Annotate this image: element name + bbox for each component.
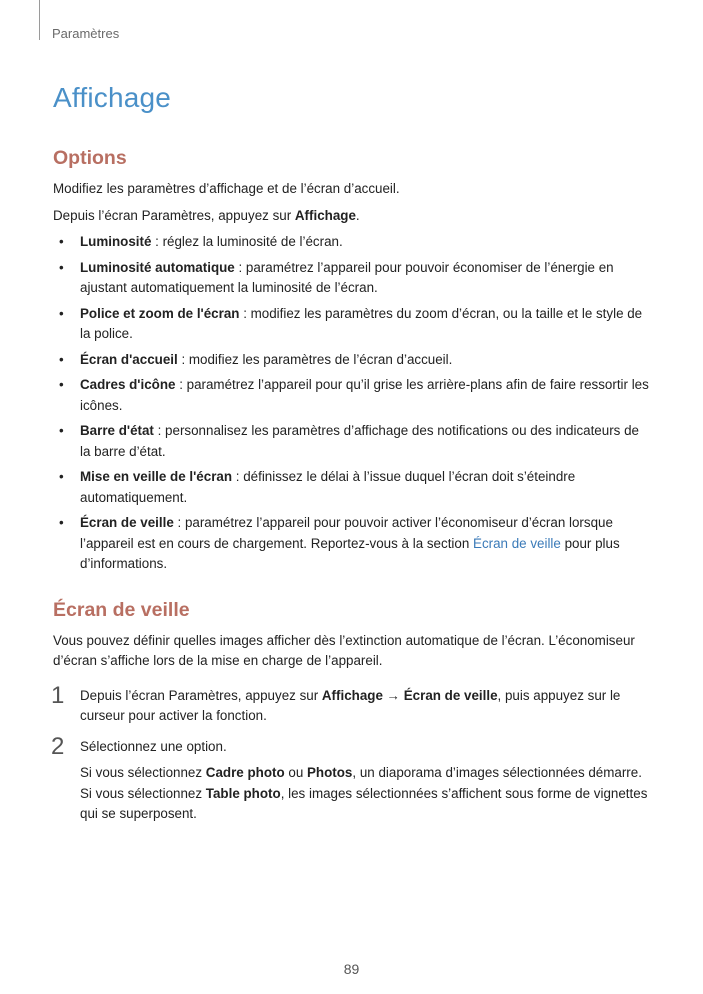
options-intro: Modifiez les paramètres d’affichage et de l’écran d’accueil. <box>53 181 400 196</box>
item-desc: : modifiez les paramètres du zoom d’écran, ou la taille et le style de la police. <box>80 305 643 341</box>
detail-text: , les images sélectionnées s’affichent sous forme de vignettes qui se superposent. <box>80 785 648 821</box>
options-instruction <box>53 206 653 227</box>
options-heading: Options <box>53 147 127 169</box>
section-header: Paramètres <box>52 26 120 41</box>
step-bold: Affichage <box>321 687 383 703</box>
instruction-suffix: . <box>355 207 360 223</box>
bullet-icon: • <box>59 305 64 321</box>
step-text: Sélectionnez une option. <box>80 738 227 754</box>
list-item <box>53 232 653 253</box>
detail-text: ou <box>284 765 307 780</box>
detail-text: Si vous sélectionnez <box>80 765 206 780</box>
item-desc: : paramétrez l’appareil pour pouvoir économiser de l’énergie en ajustant automatiquement la luminosité de l’écran. <box>80 259 614 295</box>
item-desc: : paramétrez l’appareil pour qu’il grise les arrière-plans afin de faire ressortir les icônes. <box>80 377 649 413</box>
bullet-icon: • <box>59 259 64 275</box>
steps-list <box>51 681 653 825</box>
step-suffix: , puis appuyez sur le curseur pour activer la fonction. <box>80 687 621 723</box>
screensaver-heading: Écran de veille <box>53 598 190 621</box>
item-term: Barre d'état <box>80 423 154 438</box>
item-term: Luminosité <box>80 234 152 249</box>
main-content <box>53 145 653 835</box>
item-term: Mise en veille de l'écran <box>80 469 233 484</box>
item-term: Luminosité automatique <box>80 259 235 275</box>
bullet-icon: • <box>59 423 64 438</box>
header-divider <box>39 0 40 40</box>
detail-bold: Cadre photo <box>205 765 285 780</box>
step-number: 2 <box>51 732 65 760</box>
page-number: 89 <box>343 961 360 977</box>
item-desc: : définissez le délai à l’issue duquel l’écran doit s’éteindre automatiquement. <box>80 469 576 505</box>
list-item <box>53 513 653 575</box>
detail-bold: Table photo <box>205 785 281 801</box>
bullet-icon: • <box>59 515 64 530</box>
step-1 <box>51 681 653 727</box>
step-detail <box>80 763 653 825</box>
item-desc: : modifiez les paramètres de l’écran d’accueil. <box>177 351 453 367</box>
arrow-icon: → <box>382 687 404 703</box>
list-item <box>53 350 653 371</box>
detail-bold: Photos <box>307 765 353 780</box>
item-desc: : paramétrez l’appareil pour pouvoir activer l’économiseur d’écran lorsque l’appareil est en cours de chargement. Reportez-vous à la section <box>80 515 613 551</box>
step-2 <box>51 732 653 825</box>
step-bold: Écran de veille <box>403 687 498 703</box>
list-item <box>53 258 653 299</box>
item-term: Écran de veille <box>80 515 174 530</box>
bullet-icon: • <box>59 234 64 249</box>
step-prefix: Depuis l’écran Paramètres, appuyez sur <box>80 687 322 703</box>
item-term: Cadres d'icône <box>80 377 176 392</box>
instruction-prefix: Depuis l’écran Paramètres, appuyez sur <box>53 207 295 223</box>
bullet-icon: • <box>59 351 64 367</box>
list-item <box>53 304 653 345</box>
instruction-bold: Affichage <box>294 207 356 223</box>
bullet-icon: • <box>59 469 64 484</box>
step-text <box>80 686 653 727</box>
list-item <box>53 421 653 462</box>
options-list <box>53 232 653 575</box>
bullet-icon: • <box>59 377 64 392</box>
item-suffix: pour plus d’informations. <box>80 535 620 571</box>
page-title: Affichage <box>53 82 172 113</box>
item-term: Écran d'accueil <box>80 351 178 367</box>
detail-text: , un diaporama d’images sélectionnées démarre. Si vous sélectionnez <box>80 765 642 801</box>
step-number: 1 <box>51 681 65 709</box>
item-term: Police et zoom de l'écran <box>80 305 240 321</box>
item-desc: : personnalisez les paramètres d’affichage des notifications ou des indicateurs de la barre d’état. <box>80 423 639 459</box>
screensaver-intro: Vous pouvez définir quelles images afficher dès l’extinction automatique de l’écran. L’économiseur d’écran s’affiche lors de la mise en charge de l’appareil. <box>53 632 635 668</box>
list-item <box>53 467 653 508</box>
item-desc: : réglez la luminosité de l’écran. <box>151 234 343 249</box>
list-item <box>53 375 653 416</box>
screensaver-link[interactable]: Écran de veille <box>473 535 561 551</box>
